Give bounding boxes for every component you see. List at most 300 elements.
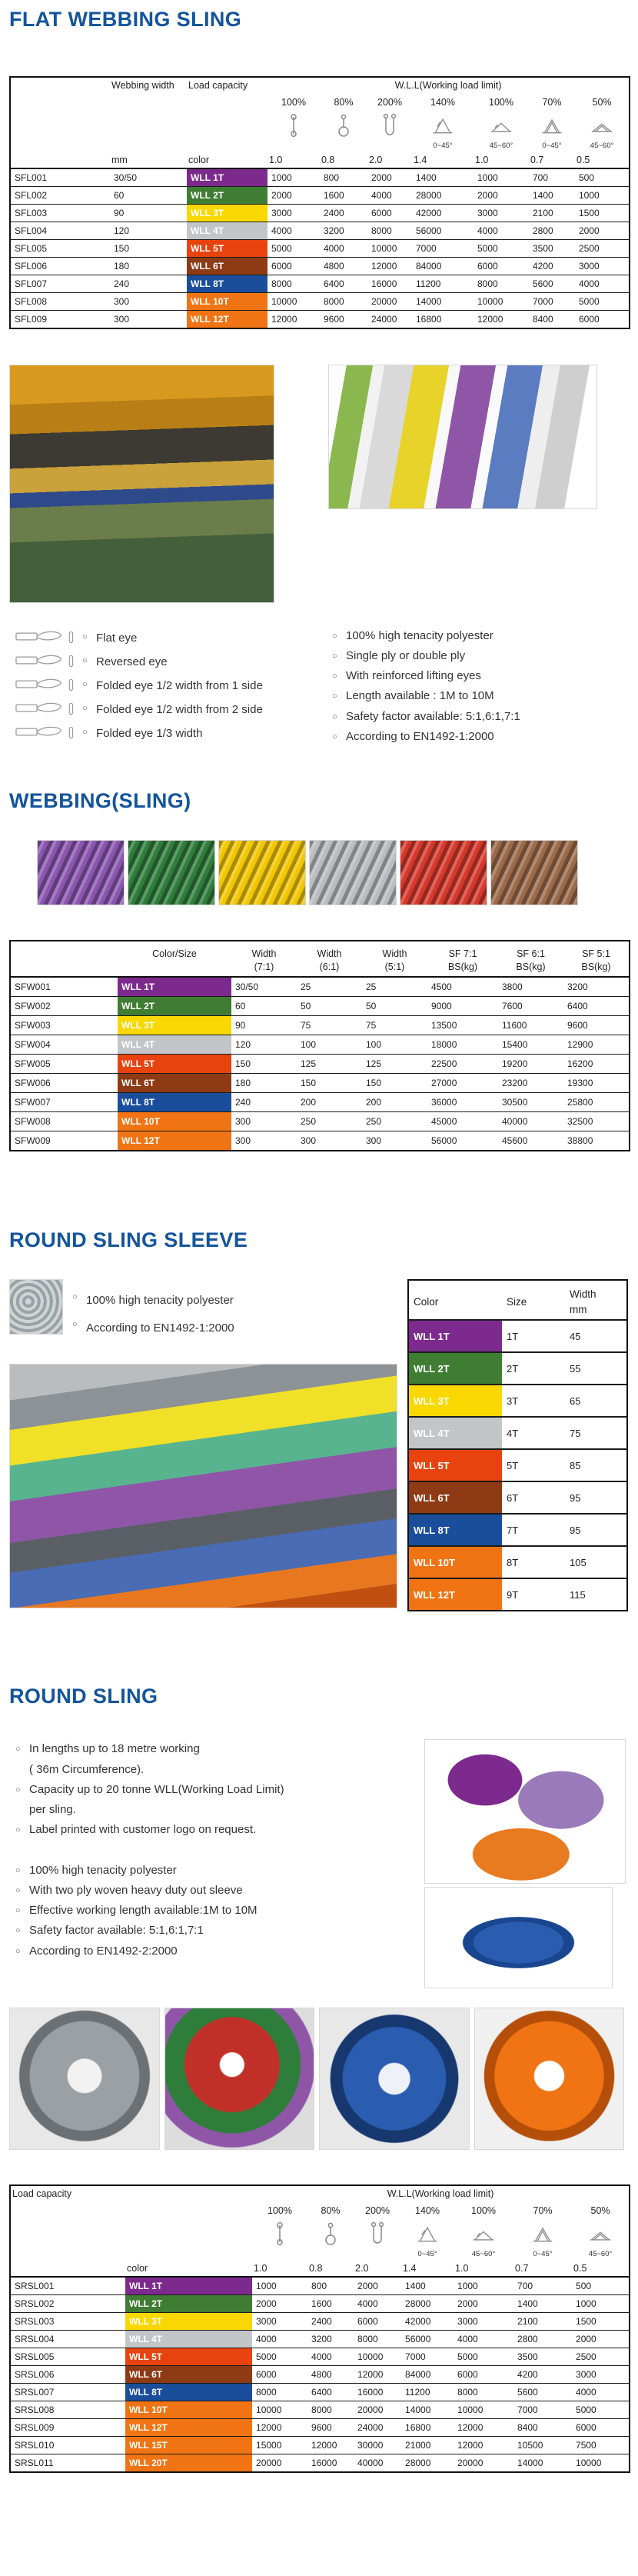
wll-value-cell: 6000 [477, 260, 498, 272]
spec-value-cell: 6400 [567, 1000, 588, 1011]
wll-value-cell: 12000 [457, 2422, 483, 2433]
folded-eye-half-1side-diagram [15, 676, 82, 695]
flat-webbing-sling-table [9, 76, 630, 329]
sling-angle-label: 45~60° [588, 2250, 613, 2258]
wll-value-cell: 9600 [311, 2422, 332, 2433]
flat-sling-bullet-list [332, 626, 520, 748]
sling-angle-label: 0~45° [417, 2250, 437, 2258]
wll-value-cell: 15000 [256, 2440, 282, 2451]
wll-value-cell: 42000 [405, 2316, 431, 2327]
wll-factor-label: 1.0 [475, 154, 489, 165]
choke-hitch-sling-icon [320, 110, 367, 152]
flat-sling-table-row [10, 310, 630, 328]
wll-value-cell: 2100 [533, 207, 553, 218]
wll-value-cell: 6000 [271, 260, 292, 272]
wll-percent-label: 100% [489, 96, 513, 108]
spec-value-cell: 11600 [502, 1019, 527, 1031]
sleeve-width-cell: 105 [570, 1556, 586, 1568]
wll-value-cell: 5600 [517, 2387, 538, 2398]
wll-value-cell: 6000 [371, 207, 392, 218]
vertical-lift-sling-icon [252, 2218, 307, 2261]
model-cell: SFW007 [15, 1096, 51, 1108]
feature-bullet: ○ Safety factor available: 5:1,6:1,7:1 [332, 707, 520, 727]
wll-value-cell: 4000 [457, 2334, 478, 2344]
webbing-table-row [10, 1073, 630, 1092]
wll-value-cell: 1400 [533, 189, 553, 201]
wll-percent-label: 80% [321, 2205, 341, 2216]
brown-webbing-photo [490, 840, 578, 905]
webbing-col-header: SF 6:1 BS(kg) [516, 948, 546, 972]
feature-bullet: ○ With reinforced lifting eyes [332, 666, 520, 686]
spec-value-cell: 45600 [502, 1135, 528, 1146]
wll-value-cell: 500 [579, 172, 595, 183]
wll-value-cell: 7000 [405, 2351, 426, 2362]
wll-value-cell: 8000 [324, 295, 344, 307]
spec-value-cell: 200 [366, 1096, 382, 1108]
wll-value-cell: 6000 [256, 2369, 277, 2380]
model-cell: SFL006 [15, 260, 48, 272]
spec-value-cell: 150 [235, 1058, 251, 1069]
sling-angle-label: 45~60° [489, 141, 513, 150]
wll-value-cell: 700 [517, 2281, 533, 2291]
wll-color-chip: WLL 6T [187, 257, 267, 275]
spacer [10, 77, 110, 95]
wll-value-cell: 1500 [579, 207, 600, 218]
red-webbing-photo [400, 840, 487, 905]
spec-value-cell: 19300 [567, 1077, 593, 1088]
wll-header: W.L.L(Working load limit) [394, 80, 502, 91]
webbing-table-row [10, 1131, 630, 1151]
round-sling-photo-grey [9, 2008, 160, 2150]
wll-color-chip: WLL 1T [187, 168, 267, 187]
spec-value-cell: 100 [301, 1038, 317, 1050]
wll-percent-label: 200% [365, 2205, 390, 2216]
wll-value-cell: 8000 [477, 278, 498, 289]
sleeve-width-header: Width mm [570, 1288, 596, 1316]
eye-type-label: ○ Folded eye 1/2 width from 1 side [82, 679, 263, 692]
webbing-table-row [10, 996, 630, 1015]
wll-value-cell: 9600 [324, 313, 344, 325]
wll-color-chip: WLL 10T [408, 1546, 502, 1578]
model-cell: SRSL002 [15, 2298, 55, 2309]
wll-value-cell: 12000 [477, 313, 503, 325]
wll-value-cell: 4800 [311, 2369, 332, 2380]
basket-0-45-sling-icon [513, 2218, 572, 2261]
wll-value-cell: 1500 [576, 2316, 596, 2327]
spec-value-cell: 3200 [567, 981, 588, 992]
webbing-table-row [10, 1015, 630, 1035]
wll-value-cell: 5000 [579, 295, 600, 307]
sleeve-left-column [9, 1279, 397, 1612]
eye-type-label: ○ Reversed eye [82, 655, 168, 668]
wll-value-cell: 40000 [357, 2458, 384, 2468]
round-sling-text-column [9, 1739, 424, 1988]
wll-value-cell: 28000 [405, 2298, 431, 2309]
blue-round-sling-photo [424, 1887, 613, 1988]
wll-value-cell: 800 [324, 172, 340, 183]
webbing-width-cell: 30/50 [114, 172, 138, 183]
sleeve-table-row [408, 1320, 627, 1352]
wll-value-cell: 1000 [576, 2298, 596, 2309]
round-sling-table-row [10, 2401, 630, 2419]
sleeve-size-cell: 4T [507, 1427, 519, 1439]
model-cell: SFL005 [15, 242, 48, 254]
wll-color-chip: WLL 4T [125, 2331, 252, 2348]
eye-type-label: ○ Folded eye 1/2 width from 2 side [82, 703, 263, 716]
wll-value-cell: 8000 [271, 278, 292, 289]
sling-angle-label: 0~45° [542, 141, 562, 150]
spec-value-cell: 38800 [567, 1135, 593, 1146]
model-cell: SRSL006 [15, 2369, 55, 2380]
wll-value-cell: 14000 [405, 2404, 431, 2415]
sleeve-table-row [408, 1578, 627, 1611]
webbing-width-cell: 300 [114, 295, 130, 307]
wll-value-cell: 6000 [357, 2316, 378, 2327]
wll-value-cell: 7000 [517, 2404, 538, 2415]
model-cell: SRSL004 [15, 2334, 55, 2344]
wll-value-cell: 5000 [457, 2351, 478, 2362]
yellow-webbing-photo [218, 840, 306, 905]
feature-bullet: ○ Length available : 1M to 10M [332, 686, 520, 706]
wll-color-chip: WLL 5T [118, 1054, 231, 1073]
wll-percent-label: 70% [542, 96, 562, 108]
wll-factor-label: 0.5 [577, 154, 590, 165]
model-cell: SFL004 [15, 225, 48, 236]
webbing-color-swatches [37, 840, 629, 905]
spec-value-cell: 18000 [431, 1038, 457, 1050]
wll-value-cell: 42000 [416, 207, 442, 218]
wll-color-chip: WLL 2T [118, 996, 231, 1015]
sleeve-colors-photo [9, 1364, 397, 1608]
spec-value-cell: 300 [235, 1135, 251, 1146]
wll-value-cell: 700 [533, 172, 549, 183]
model-cell: SFW006 [15, 1077, 51, 1088]
webbing-table-header-row [10, 941, 630, 977]
wll-percent-label: 80% [334, 96, 354, 108]
wll-value-cell: 1400 [405, 2281, 426, 2291]
wll-color-chip: WLL 3T [125, 2313, 252, 2331]
wll-value-cell: 8000 [357, 2334, 378, 2344]
wll-color-chip: WLL 12T [125, 2419, 252, 2437]
wll-color-chip: WLL 2T [187, 186, 267, 204]
wll-value-cell: 5000 [271, 242, 292, 254]
feature-bullet: ○ 100% high tenacity polyester [72, 1287, 234, 1315]
flat-sling-table-row [10, 186, 630, 204]
feature-bullet: ○ In lengths up to 18 metre working ( 36m Circumference). [15, 1739, 424, 1780]
round-sling-table-row [10, 2295, 630, 2313]
spec-value-cell: 56000 [431, 1135, 457, 1146]
load-capacity-header: Load capacity [12, 2188, 72, 2200]
color-unit-label: color [188, 154, 210, 165]
wll-percent-label: 100% [471, 2205, 496, 2216]
wll-value-cell: 6000 [457, 2369, 478, 2380]
flat-sling-table-row [10, 257, 630, 275]
round-slings-photo [424, 1739, 626, 1884]
flat-sling-features [9, 626, 629, 748]
wll-value-cell: 8000 [457, 2387, 478, 2398]
wll-color-chip: WLL 4T [408, 1417, 502, 1449]
wll-value-cell: 4200 [533, 260, 553, 272]
wll-value-cell: 28000 [416, 189, 442, 201]
wll-value-cell: 2500 [579, 242, 600, 254]
wll-percent-label: 140% [430, 96, 455, 108]
wll-color-chip: WLL 15T [125, 2437, 252, 2454]
model-cell: SFL003 [15, 207, 48, 218]
spec-value-cell: 75 [366, 1019, 377, 1031]
wll-value-cell: 3000 [457, 2316, 478, 2327]
wll-color-chip: WLL 4T [187, 222, 267, 239]
round-sling-photo-red [164, 2008, 315, 2150]
spec-value-cell: 32500 [567, 1115, 593, 1127]
wll-color-chip: WLL 2T [408, 1352, 502, 1385]
spec-value-cell: 300 [235, 1115, 251, 1127]
eye-type-item [15, 650, 332, 674]
feature-bullet: ○ 100% high tenacity polyester [15, 1861, 424, 1881]
color-unit-label: color [127, 2263, 148, 2274]
wll-value-cell: 800 [311, 2281, 327, 2291]
round-sling-table-row [10, 2454, 630, 2473]
wll-color-chip: WLL 1T [125, 2277, 252, 2295]
wll-color-chip: WLL 1T [408, 1320, 502, 1352]
sleeve-size-cell: 6T [507, 1491, 519, 1504]
wll-factor-label: 0.5 [573, 2263, 587, 2274]
flat-sling-table-row [10, 292, 630, 310]
webbing-col-header: SF 5:1 BS(kg) [581, 948, 611, 972]
wll-icon-row [10, 110, 630, 152]
round-sling-sleeve-section [9, 1279, 629, 1612]
sleeve-width-cell: 45 [570, 1330, 581, 1342]
spec-value-cell: 200 [301, 1096, 317, 1108]
wll-value-cell: 3000 [256, 2316, 277, 2327]
wll-color-chip: WLL 10T [187, 292, 267, 310]
sleeve-size-cell: 1T [507, 1330, 519, 1342]
feature-bullet: ○ Label printed with customer logo on request. [15, 1820, 424, 1840]
wll-percent-label: 70% [533, 2205, 553, 2216]
webbing-width-header: Webbing width [111, 80, 174, 91]
two-leg-0-45-sling-icon [401, 2218, 454, 2261]
wll-value-cell: 7000 [416, 242, 437, 254]
eye-type-item [15, 626, 332, 650]
wll-value-cell: 24000 [371, 313, 397, 325]
wll-value-cell: 12000 [311, 2440, 337, 2451]
folded-eye-third-diagram [15, 724, 82, 743]
spec-value-cell: 25800 [567, 1096, 593, 1108]
wll-percent-row [10, 95, 630, 110]
sleeve-width-cell: 65 [570, 1395, 581, 1407]
wll-factor-label: 1.0 [455, 2263, 469, 2274]
wll-value-cell: 2000 [357, 2281, 378, 2291]
model-cell: SFW002 [15, 1000, 51, 1011]
sleeve-width-cell: 75 [570, 1427, 581, 1439]
flat-sling-table-row [10, 204, 630, 222]
wll-value-cell: 3000 [579, 260, 600, 272]
spec-value-cell: 23200 [502, 1077, 528, 1088]
wll-value-cell: 10000 [371, 242, 397, 254]
wll-value-cell: 4000 [256, 2334, 277, 2344]
wll-color-chip: WLL 6T [125, 2366, 252, 2384]
eye-type-item [15, 698, 332, 721]
sling-angle-label: 45~60° [471, 2250, 496, 2258]
model-cell: SRSL001 [15, 2281, 55, 2291]
wll-value-cell: 1400 [416, 172, 437, 183]
webbing-table-row [10, 1111, 630, 1131]
round-sling-table-row [10, 2419, 630, 2437]
wll-value-cell: 6400 [324, 278, 344, 289]
wll-factor-label: 2.0 [369, 154, 383, 165]
wll-color-chip: WLL 8T [408, 1514, 502, 1546]
wll-value-cell: 1000 [457, 2281, 478, 2291]
wll-value-cell: 12000 [256, 2422, 282, 2433]
wll-value-cell: 5000 [256, 2351, 277, 2362]
wll-color-chip: WLL 20T [125, 2454, 252, 2473]
wll-value-cell: 56000 [416, 225, 442, 236]
spec-value-cell: 30/50 [235, 981, 259, 992]
webbing-width-cell: 60 [114, 189, 125, 201]
green-webbing-photo [128, 840, 215, 905]
wll-value-cell: 16800 [416, 313, 442, 325]
wll-value-cell: 1600 [324, 189, 344, 201]
sling-angle-label: 45~60° [590, 141, 614, 150]
round-sling-section [9, 1739, 629, 1988]
spec-value-cell: 100 [366, 1038, 382, 1050]
wll-value-cell: 6000 [579, 313, 600, 325]
wll-percent-label: 200% [377, 96, 402, 108]
model-cell: SRSL003 [15, 2316, 55, 2327]
sleeve-size-table [407, 1279, 628, 1612]
wll-value-cell: 2100 [517, 2316, 538, 2327]
wll-value-cell: 4000 [579, 278, 600, 289]
flat-sling-usage-photo [9, 365, 274, 603]
load-capacity-header: Load capacity [188, 80, 248, 91]
wll-color-chip: WLL 12T [118, 1131, 231, 1151]
wll-factor-label: 2.0 [355, 2263, 369, 2274]
wll-color-chip: WLL 6T [408, 1481, 502, 1514]
webbing-table-row [10, 1092, 630, 1111]
wll-value-cell: 3500 [517, 2351, 538, 2362]
spec-value-cell: 60 [235, 1000, 246, 1011]
sleeve-table-row [408, 1417, 627, 1449]
wll-value-cell: 3000 [576, 2369, 596, 2380]
spec-value-cell: 250 [301, 1115, 317, 1127]
sleeve-width-cell: 95 [570, 1491, 581, 1504]
wll-value-cell: 16800 [405, 2422, 431, 2433]
spec-value-cell: 50 [301, 1000, 311, 1011]
flat-sling-table-row [10, 168, 630, 187]
sleeve-table-row [408, 1385, 627, 1417]
wll-color-chip: WLL 4T [118, 1035, 231, 1054]
sleeve-table-row [408, 1449, 627, 1481]
wll-value-cell: 4000 [371, 189, 392, 201]
wll-value-cell: 84000 [416, 260, 442, 272]
wll-value-cell: 12000 [357, 2369, 384, 2380]
wll-value-cell: 10000 [477, 295, 503, 307]
spec-value-cell: 120 [235, 1038, 251, 1050]
eye-type-label: ○ Folded eye 1/3 width [82, 727, 202, 740]
wll-value-cell: 1000 [256, 2281, 277, 2291]
wll-value-cell: 20000 [357, 2404, 384, 2415]
wll-value-cell: 4000 [477, 225, 498, 236]
round-sling-title: ROUND SLING [9, 1685, 158, 1708]
wll-value-cell: 3000 [271, 207, 292, 218]
wll-value-cell: 6400 [311, 2387, 332, 2398]
eye-type-label: ○ Flat eye [82, 632, 137, 645]
wll-value-cell: 10500 [517, 2440, 543, 2451]
wll-factor-label: 1.0 [254, 2263, 267, 2274]
spec-value-cell: 25 [366, 981, 377, 992]
wll-color-chip: WLL 12T [408, 1578, 502, 1611]
basket-0-45-sling-icon [529, 110, 575, 152]
wll-value-cell: 12000 [371, 260, 397, 272]
spec-value-cell: 15400 [502, 1038, 528, 1050]
webbing-width-cell: 120 [114, 225, 130, 236]
wll-value-cell: 6000 [576, 2422, 596, 2433]
two-leg-45-60-sling-icon [474, 110, 529, 152]
feature-bullet: ○ According to EN1492-1:2000 [332, 727, 520, 747]
sling-angle-label: 0~45° [533, 2250, 553, 2258]
webbing-col-header: Width (7:1) [251, 948, 277, 972]
wll-factor-label: 0.8 [321, 154, 335, 165]
webbing-sling-title: WEBBING(SLING) [9, 789, 191, 813]
model-cell: SFL007 [15, 278, 48, 289]
wll-color-chip: WLL 8T [125, 2384, 252, 2401]
wll-value-cell: 3200 [311, 2334, 332, 2344]
wll-value-cell: 12000 [271, 313, 297, 325]
wll-percent-label: 50% [592, 96, 612, 108]
model-cell: SFL008 [15, 295, 48, 307]
round-sling-table-row [10, 2366, 630, 2384]
wll-value-cell: 7000 [533, 295, 553, 307]
wll-color-chip: WLL 3T [408, 1385, 502, 1417]
sleeve-size-cell: 7T [507, 1524, 519, 1536]
wll-value-cell: 1000 [579, 189, 600, 201]
spec-value-cell: 7600 [502, 1000, 523, 1011]
sleeve-bullet-list [72, 1279, 234, 1342]
wll-value-cell: 4000 [357, 2298, 378, 2309]
round-sling-table-row [10, 2348, 630, 2366]
wll-value-cell: 4000 [576, 2387, 596, 2398]
spec-value-cell: 50 [366, 1000, 377, 1011]
sleeve-width-cell: 95 [570, 1524, 581, 1536]
model-cell: SFW008 [15, 1115, 51, 1127]
wll-value-cell: 1600 [311, 2298, 332, 2309]
spec-value-cell: 40000 [502, 1115, 528, 1127]
basket-45-60-sling-icon [575, 110, 630, 152]
wll-factor-label: 1.4 [403, 2263, 417, 2274]
wll-value-cell: 28000 [405, 2458, 431, 2468]
round-sling-photo-column [424, 1739, 626, 1988]
sleeve-table-row [408, 1546, 627, 1578]
choke-hitch-sling-icon [307, 2218, 354, 2261]
spec-value-cell: 9000 [431, 1000, 452, 1011]
flat-sling-photos [9, 365, 629, 603]
eye-type-item [15, 721, 332, 745]
wll-color-chip: WLL 8T [187, 275, 267, 292]
round-sling-table-row [10, 2277, 630, 2295]
round-sling-table-row [10, 2313, 630, 2331]
reversed-eye-diagram [15, 652, 82, 671]
spec-value-cell: 9600 [567, 1019, 588, 1031]
wll-value-cell: 20000 [457, 2458, 483, 2468]
spec-value-cell: 250 [366, 1115, 382, 1127]
wll-value-cell: 10000 [457, 2404, 483, 2415]
feature-bullet: ○ Single ply or double ply [332, 646, 520, 666]
round-sling-photo-blue [319, 2008, 470, 2150]
wll-value-cell: 11200 [416, 278, 441, 289]
wll-value-cell: 10000 [256, 2404, 282, 2415]
wll-value-cell: 7500 [576, 2440, 596, 2451]
spec-value-cell: 240 [235, 1096, 251, 1108]
model-cell: SFW005 [15, 1058, 51, 1069]
